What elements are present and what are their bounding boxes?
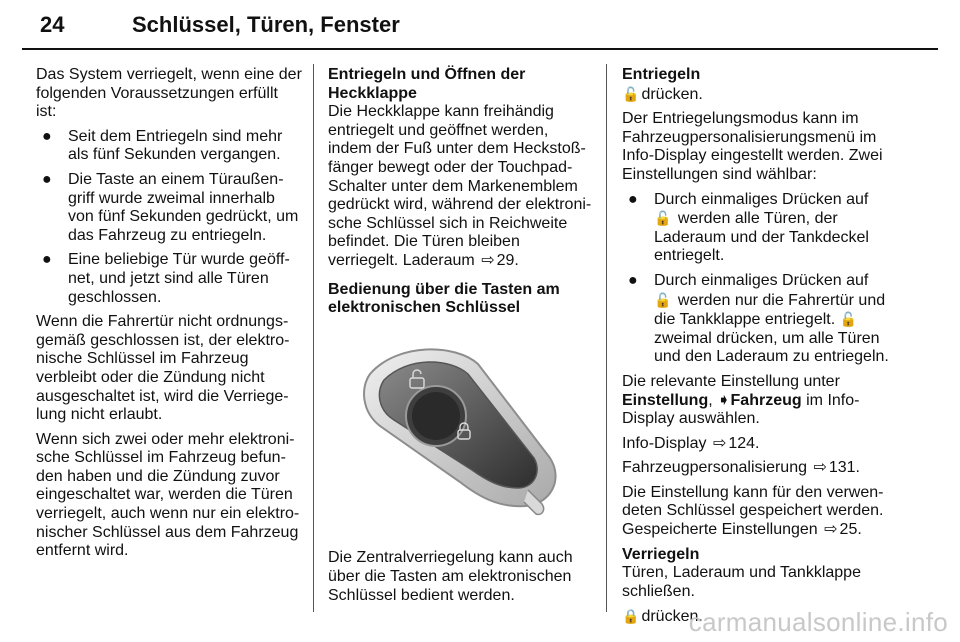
list-item: ● Eine beliebige Tür wurde geöffnet, und jetzt sind alle Türen geschlossen. <box>42 251 290 306</box>
unlock-icon: 🔓 <box>654 291 672 308</box>
page-ref-arrow-icon: ⇨ <box>712 434 727 452</box>
paragraph: Die Einstellung kann für den verwendeten Schlüssel gespeichert werden. Gespeicherte Einstellungen ⇨ 25. <box>622 483 884 539</box>
list-item: ● Seit dem Entriegeln sind mehr als fünf Sekunden vergangen. <box>42 127 283 164</box>
cross-reference: Fahrzeugpersonalisierung ⇨ 131. <box>622 459 860 477</box>
paragraph: Türen, Laderaum und Tankklappe schließen. <box>622 564 861 600</box>
bullet-icon: ● <box>42 170 52 188</box>
column-divider <box>606 64 607 612</box>
intro-paragraph: Das System verriegelt, wenn eine der folgenden Voraussetzungen erfüllt ist: <box>36 66 302 121</box>
column-2 <box>328 66 592 611</box>
menu-path-vehicle: Fahrzeug <box>730 391 802 409</box>
list-item: ● Die Taste an einem Türaußengriff wurde zweimal innerhalb von fünf Sekunden gedrückt, um das Fahrzeug zu entriegeln. <box>42 170 299 244</box>
electronic-key-illustration <box>328 330 592 530</box>
unlock-icon: 🔓 <box>654 210 672 227</box>
unlock-icon: 🔓 <box>839 311 858 328</box>
paragraph: Die Heckklappe kann freihändig entriegelt und geöffnet werden, indem der Fuß unter dem Heckstoßfänger bewegt oder der Touchpad-Schalter unter dem Markenemblem gedrückt wird, während der elektronische Schlüssel sich in Reichweite befindet. Die Türen bleiben verriegelt. Laderaum ⇨ 29. <box>328 103 592 269</box>
settings-list <box>622 191 892 367</box>
page-ref-link[interactable]: 124. <box>728 434 760 452</box>
column-3: Entriegeln 🔓 drücken. Der Entriegelungsmodus kann im Fahrzeugpersonalisierungsmenü im Info-Display eingestellt werden. Zwei Einstellungen sind wählbar: ● Durch einmaliges Drücken auf 🔓 werden alle Türen, der Laderaum und der Tankdeckel entriegelt. ● Durch einmaliges Drücken auf 🔓 werden nur die Fahrertür und die Tankklappe entriegelt. 🔓 zweimal drücken, um alle Türen und den Laderaum zu entriegeln. Die relevante Einstellung unter Einstellung, ➧Fahrzeug im Info-Display auswählen. Info-Display ⇨ 124. Fahrzeugpersonalisierung ⇨ 131. Die Einstellung kann für den verwendeten Schlüssel gespeichert werden. Gespeicherte Einstellungen ⇨ 25. Verriegeln Türen, Laderaum und Tankklappe schließen. 🔒 drücken. <box>622 66 892 633</box>
page-number: 24 <box>40 12 65 37</box>
menu-arrow-icon: ➧ <box>717 391 731 409</box>
paragraph: Die relevante Einstellung unter Einstellung, ➧Fahrzeug im Info-Display auswählen. <box>622 372 860 428</box>
page-ref-link[interactable]: 131. <box>828 459 860 477</box>
conditions-list <box>36 128 302 307</box>
menu-path-setting: Einstellung <box>622 391 709 409</box>
bullet-icon: ● <box>42 127 52 145</box>
paragraph: Wenn die Fahrertür nicht ordnungsgemäß geschlossen ist, der elektronische Schlüssel im Fahrzeug verbleibt oder die Zündung nicht ausgeschaltet ist, wird die Verriegelung nicht erlaubt. <box>36 313 290 424</box>
header-rule <box>22 48 938 50</box>
bullet-icon: ● <box>628 190 638 208</box>
column-1 <box>36 66 302 567</box>
paragraph: Der Entriegelungsmodus kann im Fahrzeugpersonalisierungsmenü im Info-Display eingestellt werden. Zwei Einstellungen sind wählbar: <box>622 110 883 183</box>
page-ref-link[interactable]: 25. <box>839 521 862 539</box>
lock-icon: 🔒 <box>622 608 640 625</box>
page-ref-link[interactable]: 29. <box>496 251 519 269</box>
section-heading: Entriegeln und Öffnen der Heckklappe <box>328 66 526 102</box>
section-heading: Bedienung über die Tasten am elektronischen Schlüssel <box>328 280 560 317</box>
figure-caption: Die Zentralverriegelung kann auch über die Tasten am elektronischen Schlüssel bedient werden. <box>328 549 573 604</box>
page-header <box>22 4 938 50</box>
paragraph: Wenn sich zwei oder mehr elektronische Schlüssel im Fahrzeug befunden haben und die Zündung zuvor eingeschaltet war, werden die Türen verriegelt, auch wenn nur ein elektronischer Schlüssel aus dem Fahrzeug entfernt wird. <box>36 430 300 560</box>
page-ref-arrow-icon: ⇨ <box>824 521 838 539</box>
section-heading: Entriegeln <box>622 66 701 83</box>
watermark: carmanualsonline.info <box>688 607 948 637</box>
bullet-icon: ● <box>42 251 52 269</box>
column-divider <box>313 64 314 612</box>
cross-reference: Info-Display ⇨ 124. <box>622 434 760 452</box>
page-title: Schlüssel, Türen, Fenster <box>132 12 400 37</box>
page-ref-arrow-icon: ⇨ <box>813 459 827 477</box>
list-item: ● Durch einmaliges Drücken auf 🔓 werden nur die Fahrertür und die Tankklappe entriegelt. 🔓 zweimal drücken, um alle Türen und den Laderaum zu entriegeln. <box>628 271 889 366</box>
bullet-icon: ● <box>628 271 638 289</box>
section-heading: Verriegeln <box>622 545 700 563</box>
unlock-icon: 🔓 <box>622 85 640 102</box>
page-ref-arrow-icon: ⇨ <box>481 251 495 269</box>
list-item: ● Durch einmaliges Drücken auf 🔓 werden alle Türen, der Laderaum und der Tankdeckel entriegelt. <box>628 190 869 265</box>
